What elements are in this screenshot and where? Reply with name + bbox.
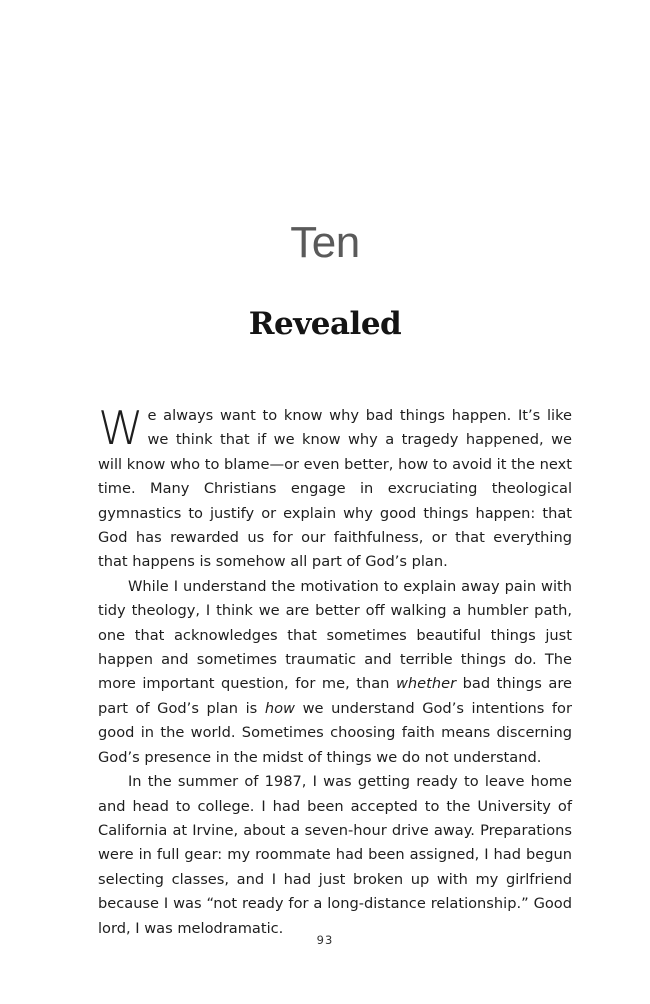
drop-cap: W <box>98 401 144 455</box>
page-number: 93 <box>316 933 334 947</box>
emphasis-how: how <box>264 699 295 717</box>
chapter-number: Ten <box>290 218 360 267</box>
paragraph-2-text-b: bad things are part of God’s plan is <box>98 675 572 717</box>
chapter-title: Revealed <box>248 306 402 342</box>
paragraph-1-text: e always want to know why bad things happen. It’s like we think that if we know why a tragedy happened, we will know who to blame—or even better, how to avoid it the next time. Many Christians engage in excruciating theological gymnastics to justify or explain why good things happen: that God has rewarded us for our faithfulness, or that everything that happens is somehow all part of God’s plan. <box>98 407 572 571</box>
paragraph-2-text-c: we understand God’s intentions for good in the world. Sometimes choosing faith means discerning God’s presence in the midst of things we do not understand. <box>98 699 572 766</box>
emphasis-whether: whether <box>395 675 457 693</box>
paragraph-3 <box>98 770 572 941</box>
paragraph-1 <box>98 401 572 575</box>
paragraph-3-text: In the summer of 1987, I was getting ready to leave home and head to college. I had been accepted to the University of California at Irvine, about a seven-hour drive away. Preparations were in full gear: my roommate had been assigned, I had begun selecting classes, and I had just broken up with my girlfriend because I was “not ready for a long-distance relationship.” Good lord, I was melodramatic. <box>98 773 572 937</box>
chapter-body <box>98 401 572 941</box>
paragraph-2-text-a: While I understand the motivation to explain away pain with tidy theology, I think we are better off walking a humbler path, one that acknowledges that sometimes beautiful things just happen and sometimes traumatic and terrible things do. The more important question, for me, than <box>98 577 572 693</box>
paragraph-2 <box>98 575 572 770</box>
